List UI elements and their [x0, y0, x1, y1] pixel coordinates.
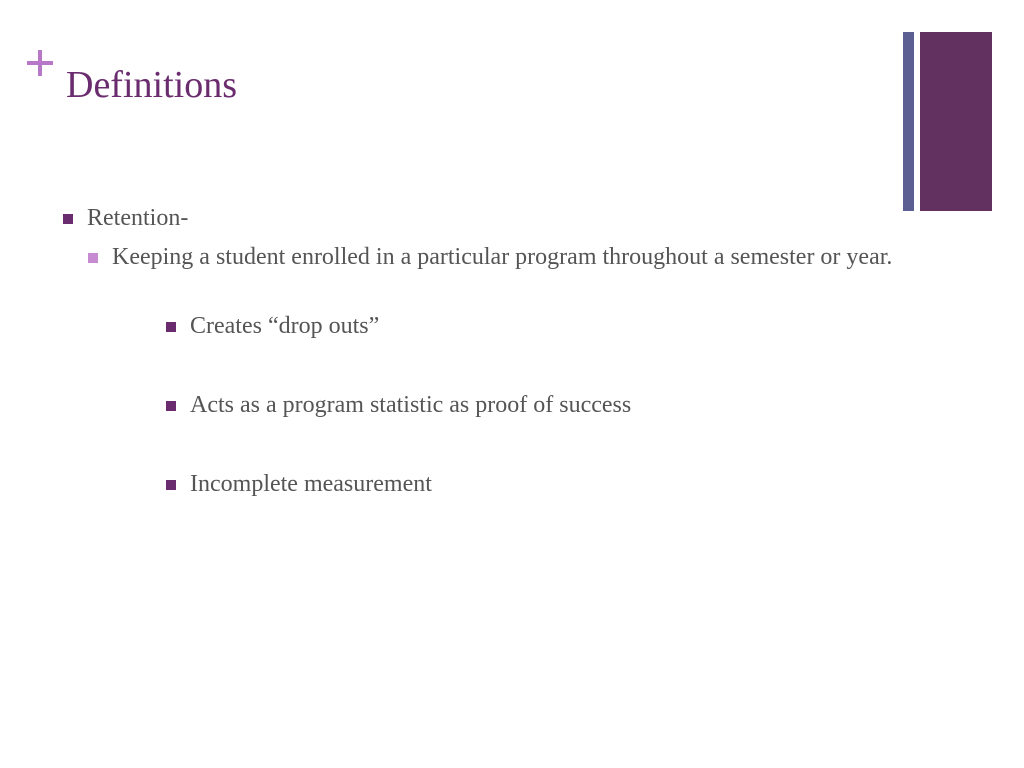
bullet-text: Keeping a student enrolled in a particular program throughout a semester or year. [112, 244, 893, 270]
square-bullet-icon [166, 480, 176, 490]
square-bullet-icon [88, 253, 98, 263]
plus-icon [27, 50, 53, 76]
square-bullet-icon [166, 322, 176, 332]
bullet-text: Acts as a program statistic as proof of success [190, 392, 632, 418]
bullet-text: Retention- [87, 205, 189, 231]
square-bullet-icon [166, 401, 176, 411]
slide-title: Definitions [66, 64, 237, 106]
bullet-item-level-3 [190, 311, 890, 342]
square-bullet-icon [63, 214, 73, 224]
accent-bar-thin [903, 32, 914, 211]
bullet-item-level-2 [112, 242, 902, 273]
bullet-item-level-3 [190, 469, 890, 500]
bullet-text: Creates “drop outs” [190, 313, 380, 339]
accent-bar-thick [920, 32, 992, 211]
bullet-text: Incomplete measurement [190, 471, 432, 497]
bullet-item-level-3 [190, 390, 890, 421]
bullet-item-level-1 [87, 203, 847, 234]
